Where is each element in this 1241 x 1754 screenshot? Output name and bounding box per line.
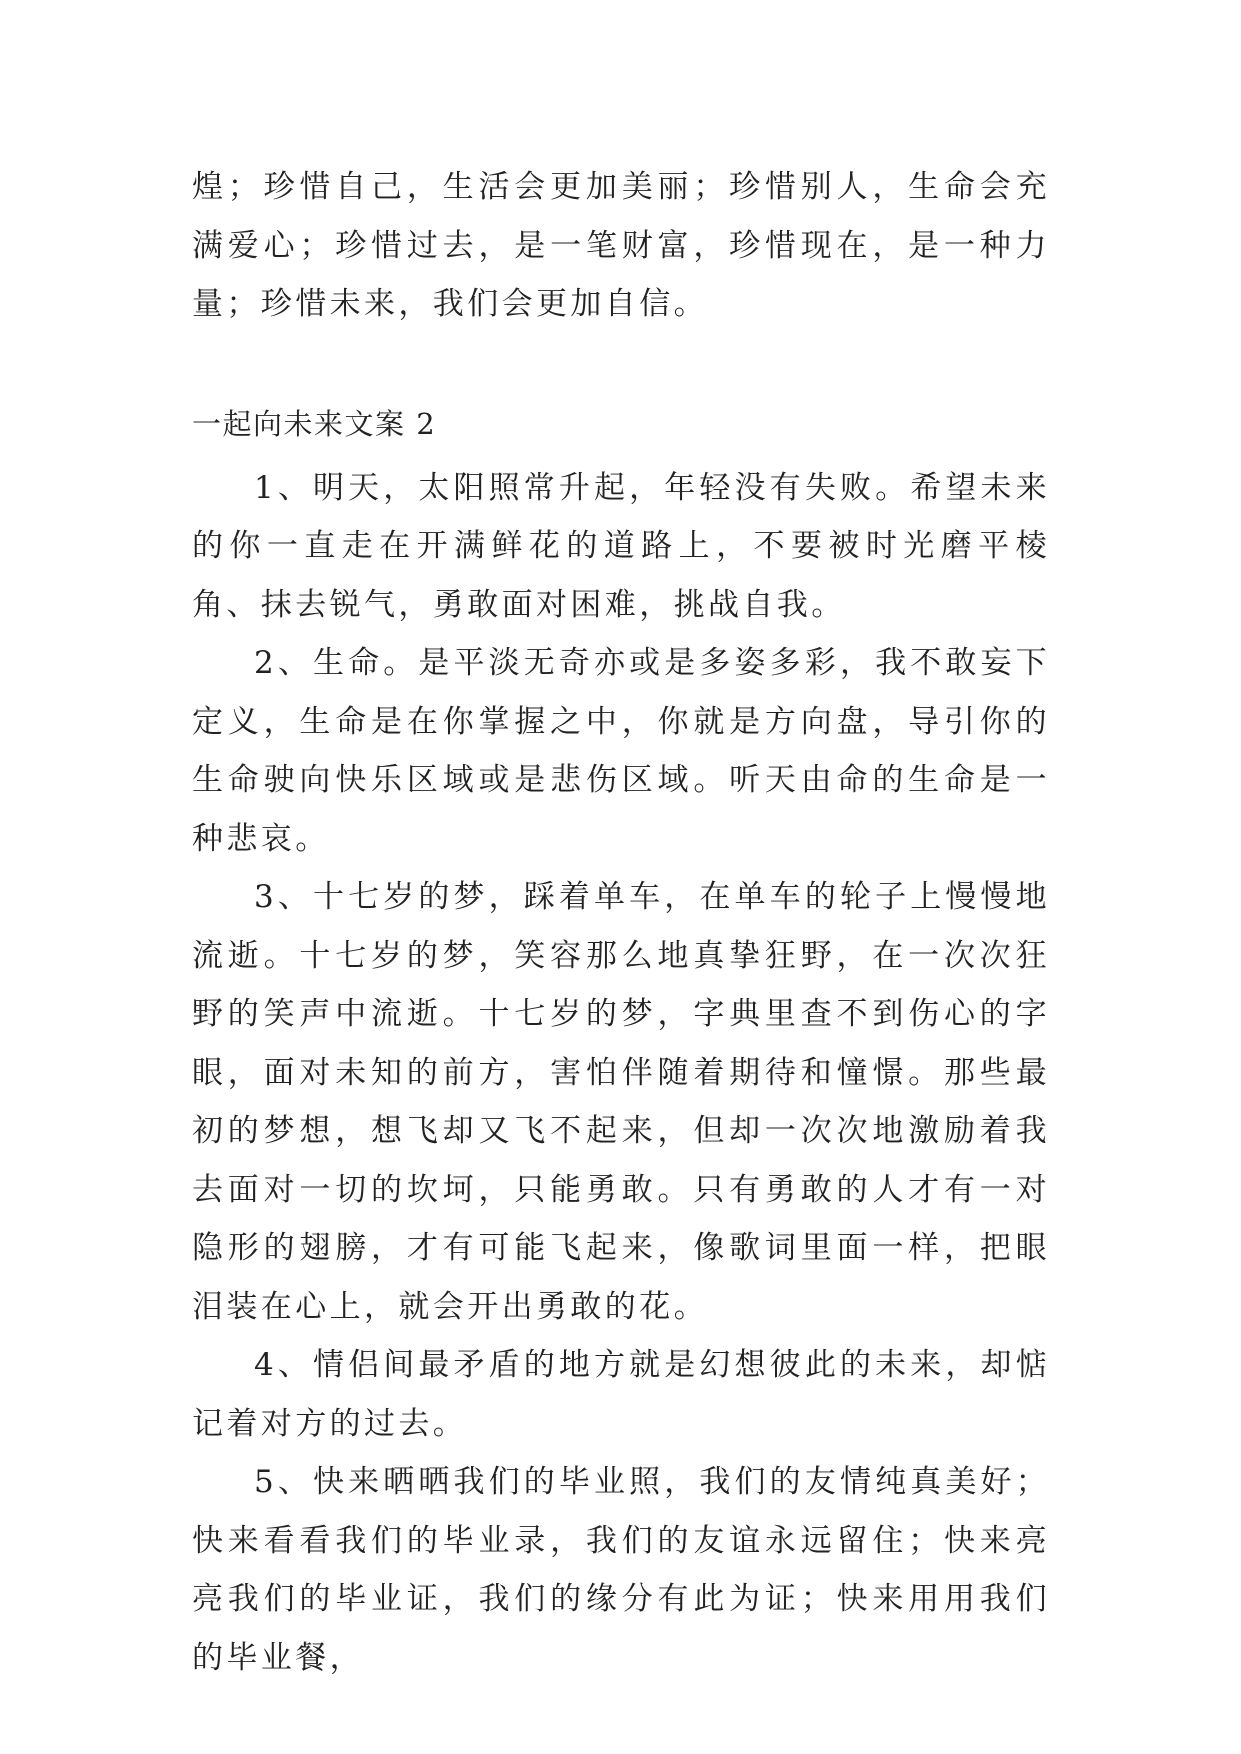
list-item: 5、快来晒晒我们的毕业照，我们的友情纯真美好；快来看看我们的毕业录，我们的友谊永远留住；快来亮亮我们的毕业证，我们的缘分有此为证；快来用用我们的毕业餐，: [192, 1464, 1050, 1676]
list-item: 4、情侣间最矛盾的地方就是幻想彼此的未来，却惦记着对方的过去。: [192, 1347, 1050, 1442]
document-body: [192, 158, 1050, 1687]
intro-paragraph: 煌；珍惜自己，生活会更加美丽；珍惜别人，生命会充满爱心；珍惜过去，是一笔财富，珍惜现在，是一种力量；珍惜未来，我们会更加自信。: [192, 169, 1050, 322]
list-item: 3、十七岁的梦，踩着单车，在单车的轮子上慢慢地流逝。十七岁的梦，笑容那么地真挚狂野，在一次次狂野的笑声中流逝。十七岁的梦，字典里查不到伤心的字眼，面对未知的前方，害怕伴随着期待和憧憬。那些最初的梦想，想飞却又飞不起来，但却一次次地激励着我去面对一切的坎坷，只能勇敢。只有勇敢的人才有一对隐形的翅膀，才有可能飞起来，像歌词里面一样，把眼泪装在心上，就会开出勇敢的花。: [192, 879, 1050, 1325]
section-heading: 一起向未来文案 2: [192, 406, 437, 441]
list-item: 1、明天，太阳照常升起，年轻没有失败。希望未来的你一直走在开满鲜花的道路上，不要被时光磨平棱角、抹去锐气，勇敢面对困难，挑战自我。: [192, 469, 1050, 623]
list-item: 2、生命。是平淡无奇亦或是多姿多彩，我不敢妄下定义，生命是在你掌握之中，你就是方向盘，导引你的生命驶向快乐区域或是悲伤区域。听天由命的生命是一种悲哀。: [192, 645, 1050, 857]
section-spacer: [192, 334, 1050, 395]
